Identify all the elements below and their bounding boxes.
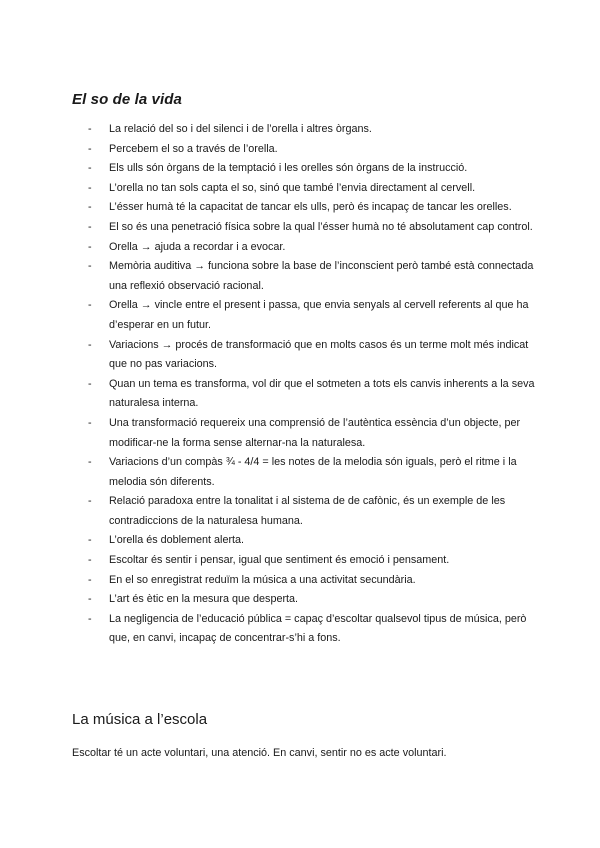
bullet-dash: - <box>88 456 92 469</box>
list-item <box>88 375 538 414</box>
list-item-text: L’orella no tan sols capta el so, sinó que també l’envia directament al cervell. <box>109 181 476 194</box>
section-title-el-so-de-la-vida: El so de la vida <box>72 91 182 108</box>
bullet-list <box>88 120 538 649</box>
bullet-dash: - <box>88 260 92 273</box>
list-item-text: Orella → vincle entre el present i passa, que envia senyals al cervell referents al que ha d’esperar en un futur. <box>109 299 529 331</box>
list-item <box>88 179 538 199</box>
list-item <box>88 140 538 160</box>
list-item-text: L’ésser humà té la capacitat de tancar els ulls, però és incapaç de tancar les orelles. <box>109 201 512 214</box>
list-item <box>88 551 538 571</box>
list-item-text: Percebem el so a través de l’orella. <box>109 142 278 155</box>
bullet-dash: - <box>88 593 92 606</box>
bullet-dash: - <box>88 123 92 135</box>
list-item <box>88 492 538 531</box>
bullet-dash: - <box>88 554 92 567</box>
list-item <box>88 159 538 179</box>
list-item <box>88 571 538 591</box>
list-item-text: Els ulls són òrgans de la temptació i les orelles són òrgans de la instrucció. <box>109 162 468 175</box>
section-title-la-musica-a-l-escola: La música a l’escola <box>72 711 208 728</box>
bullet-dash: - <box>88 240 92 253</box>
bullet-dash: - <box>88 612 92 625</box>
list-item-text: Variacions → procés de transformació que en molts casos és un terme molt més indicat que no pas variacions. <box>109 338 529 371</box>
bullet-dash: - <box>88 338 92 351</box>
list-item <box>88 453 538 492</box>
bullet-dash: - <box>88 220 92 233</box>
list-item-text: El so és una penetració física sobre la qual l’ésser humà no té absolutament cap control. <box>109 220 533 233</box>
bullet-dash: - <box>88 534 92 547</box>
list-item-text: L’orella és doblement alerta. <box>109 534 245 547</box>
list-item <box>88 296 538 335</box>
bullet-dash: - <box>88 495 92 508</box>
bullet-dash: - <box>88 377 92 390</box>
bullet-dash: - <box>88 162 92 175</box>
bullet-dash: - <box>88 201 92 214</box>
list-item-text: En el so enregistrat reduïm la música a una activitat secundària. <box>109 573 416 586</box>
list-item <box>88 610 538 649</box>
list-item-text: Quan un tema es transforma, vol dir que el sotmeten a tots els canvis inherents a la seva naturalesa interna. <box>109 377 535 410</box>
list-item-text: Escoltar és sentir i pensar, igual que sentiment és emoció i pensament. <box>109 554 450 567</box>
body-paragraph: Escoltar té un acte voluntari, una atenció. En canvi, sentir no es acte voluntari. <box>72 747 447 759</box>
list-item <box>88 218 538 238</box>
list-item <box>88 257 538 296</box>
list-item-text: Memòria auditiva → funciona sobre la base de l’inconscient però també està connectada una reflexió observació racional. <box>109 260 534 292</box>
list-item <box>88 336 538 375</box>
list-item <box>88 414 538 453</box>
list-item <box>88 531 538 551</box>
bullet-dash: - <box>88 416 92 429</box>
list-item <box>88 198 538 218</box>
list-item-text: L’art és ètic en la mesura que desperta. <box>109 593 299 606</box>
list-item-text: Relació paradoxa entre la tonalitat i al sistema de de cafònic, és un exemple de les contradiccions de la naturalesa humana. <box>109 495 506 527</box>
list-item <box>88 590 538 610</box>
list-item <box>88 238 538 258</box>
list-item-text: La negligencia de l’educació pública = capaç d’escoltar qualsevol tipus de música, però que, en canvi, incapaç de concentrar-s’hi a fons. <box>109 612 527 645</box>
list-item-text: Variacions d’un compàs ¾ - 4/4 = les notes de la melodia són iguals, però el ritme i la melodia són diferents. <box>109 456 517 488</box>
bullet-dash: - <box>88 142 92 155</box>
list-item-text: Orella → ajuda a recordar i a evocar. <box>109 240 286 253</box>
bullet-dash: - <box>88 181 92 194</box>
list-item-text: Una transformació requereix una comprensió de l’autèntica essència d’un objecte, per modificar-ne la forma sense alternar-na la naturalesa. <box>109 416 521 449</box>
list-item-text: La relació del so i del silenci i de l’orella i altres òrgans. <box>109 123 372 135</box>
bullet-dash: - <box>88 573 92 586</box>
list-item <box>88 120 538 140</box>
bullet-dash: - <box>88 299 92 312</box>
